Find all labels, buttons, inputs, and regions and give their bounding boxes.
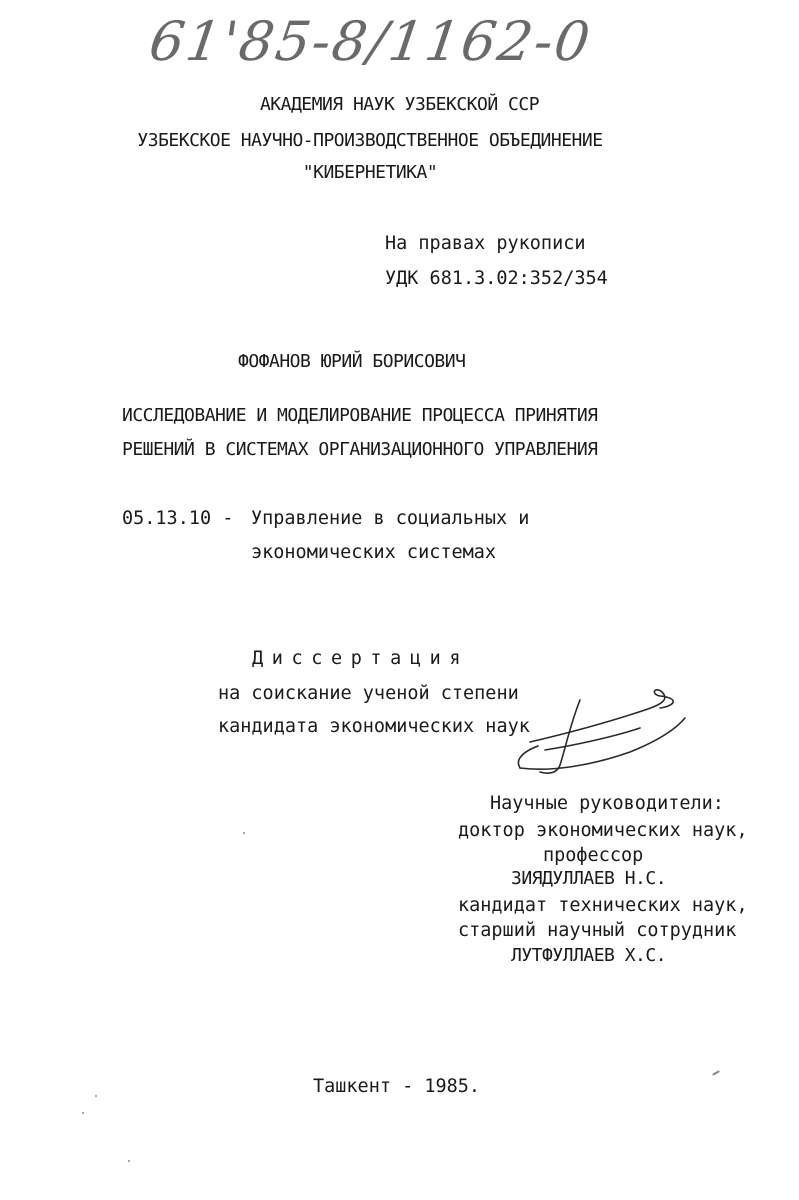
scan-speck: [82, 1112, 84, 1114]
specialty-code: 05.13.10 -: [122, 508, 234, 529]
dissertation-field: кандидата экономических наук: [218, 716, 530, 737]
advisor2-title: старший научный сотрудник: [458, 920, 737, 941]
signature: [510, 680, 690, 780]
header-association: УЗБЕКСКОЕ НАУЧНО-ПРОИЗВОДСТВЕННОЕ ОБЪЕДИНЕНИЕ: [137, 130, 603, 151]
ink-mark: [712, 1070, 720, 1076]
title-line-2: РЕШЕНИЙ В СИСТЕМАХ ОРГАНИЗАЦИОННОГО УПРАВЛЕНИЯ: [122, 439, 598, 460]
dissertation-degree: на соискание ученой степени: [218, 683, 519, 704]
title-line-1: ИССЛЕДОВАНИЕ И МОДЕЛИРОВАНИЕ ПРОЦЕССА ПРИНЯТИЯ: [122, 405, 598, 426]
specialty-line-2: экономических системах: [251, 542, 497, 563]
advisor2-name: ЛУТФУЛЛАЕВ Х.С.: [511, 945, 667, 966]
advisor1-title: профессор: [543, 845, 644, 866]
handwritten-number-text: 61'85-8/1162-0: [145, 10, 596, 73]
advisors-heading: Научные руководители:: [490, 793, 724, 814]
header-cybernetics: "КИБЕРНЕТИКА": [302, 162, 438, 183]
specialty-line-1: Управление в социальных и: [251, 508, 530, 529]
dissertation-word: Диссертация: [252, 648, 470, 669]
advisor1-name: ЗИЯДУЛЛАЕВ Н.С.: [511, 868, 667, 889]
scan-speck: [128, 1160, 130, 1162]
handwritten-catalog-number: [145, 10, 596, 85]
author-name: ФОФАНОВ ЮРИЙ БОРИСОВИЧ: [238, 351, 466, 372]
city-year: Ташкент - 1985.: [313, 1076, 481, 1097]
header-academy: АКАДЕМИЯ НАУК УЗБЕКСКОЙ ССР: [259, 94, 540, 115]
scan-speck: [243, 832, 245, 834]
rights-notice: На правах рукописи: [385, 233, 586, 254]
advisor1-degree: доктор экономических наук,: [458, 820, 748, 841]
advisor2-degree: кандидат технических наук,: [458, 895, 748, 916]
scan-speck: [95, 1095, 97, 1097]
udk-code: УДК 681.3.02:352/354: [385, 268, 608, 289]
